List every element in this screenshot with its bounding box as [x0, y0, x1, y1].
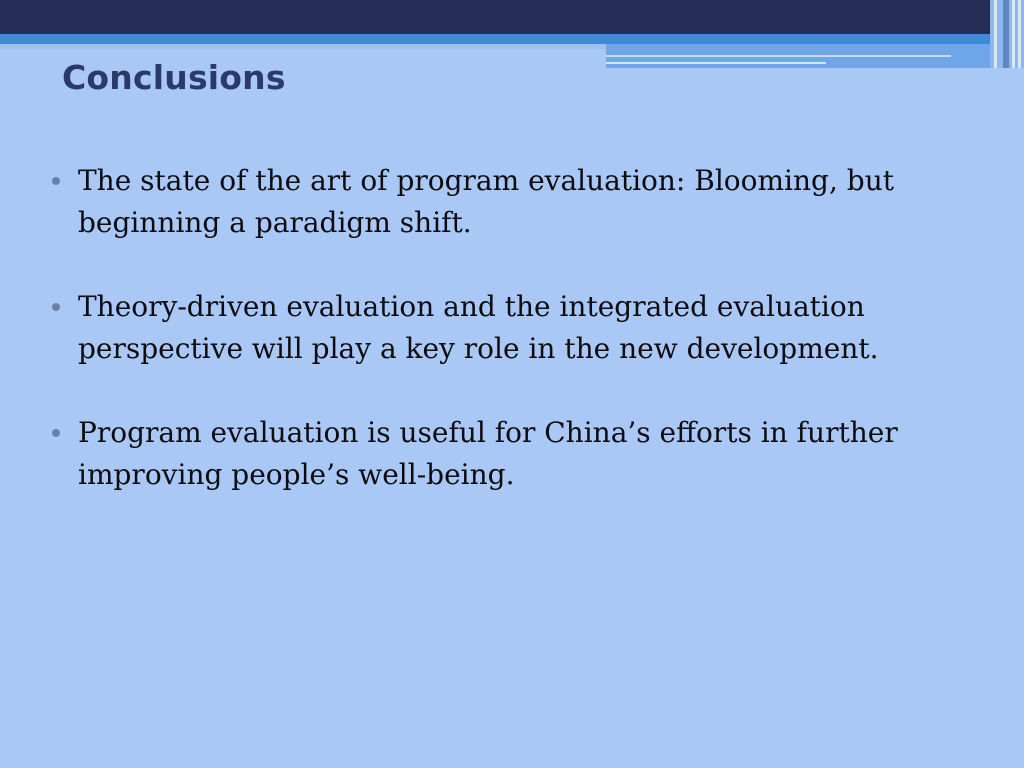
bullet-text: Program evaluation is useful for China’s efforts in further improving people’s well-being.: [78, 416, 898, 491]
header-blue-band: [0, 34, 1024, 44]
header-accent-line: [606, 62, 826, 64]
bullet-item: [50, 412, 970, 496]
header-dark-bar: [0, 0, 1024, 34]
bullet-marker: [52, 303, 60, 311]
bullet-item: [50, 160, 970, 244]
header-accent-line: [606, 55, 951, 57]
bullet-text: Theory-driven evaluation and the integrated evaluation perspective will play a key role in the new development.: [78, 290, 879, 365]
corner-dark-stripe: [1003, 0, 1009, 68]
bullet-list: [50, 160, 970, 538]
corner-stripe: [994, 0, 997, 68]
bullet-text: The state of the art of program evaluation: Blooming, but beginning a paradigm shift.: [78, 164, 894, 239]
bullet-item: [50, 286, 970, 370]
header-light-strip: [0, 44, 606, 49]
corner-stripe: [1018, 0, 1021, 68]
bullet-marker: [52, 429, 60, 437]
slide-title: Conclusions: [62, 58, 286, 97]
corner-stripe: [1012, 0, 1015, 68]
bullet-marker: [52, 177, 60, 185]
